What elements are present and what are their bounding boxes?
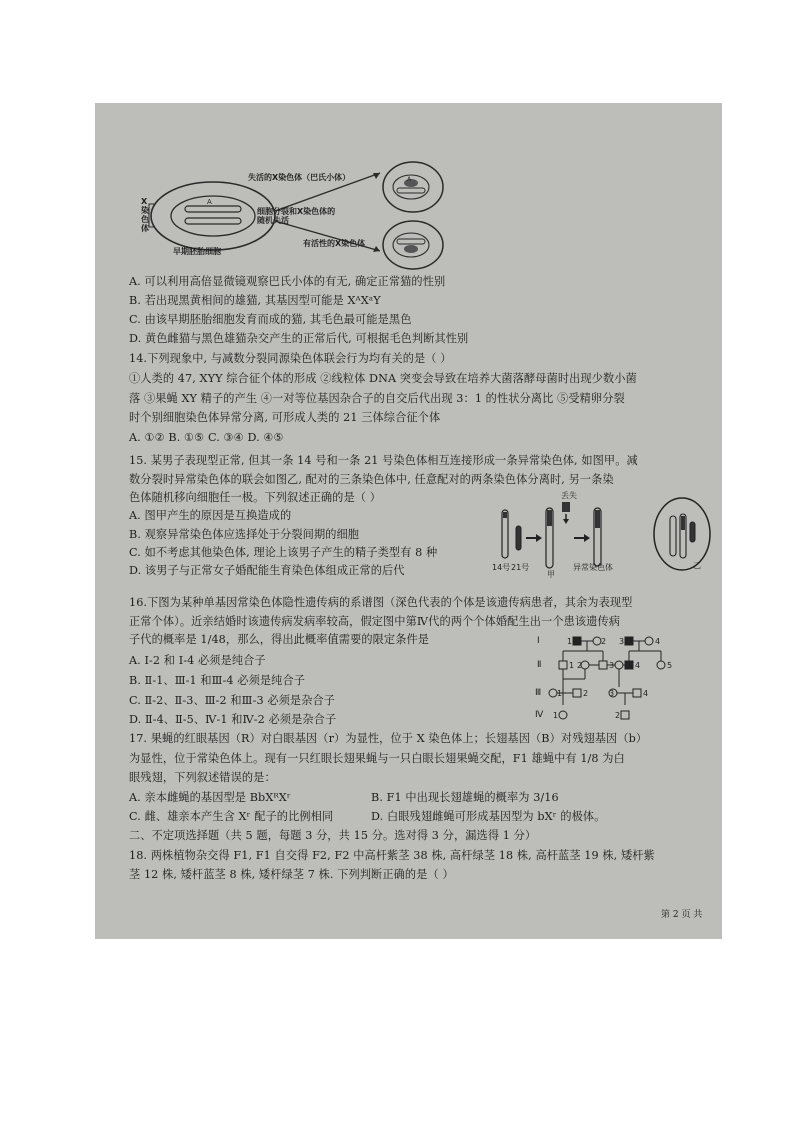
pedigree-i-3: 3 [619, 637, 625, 646]
q14-stem: 14.下列现象中, 与减数分裂同源染色体联会行为均有关的是（ ） [129, 352, 452, 365]
q15-option-b: B. 观察异常染色体应选择处于分裂间期的细胞 [129, 528, 360, 541]
label-21: 21号 [511, 563, 530, 572]
pedigree-ii-4: 4 [635, 661, 641, 670]
pedigree-gen-1: Ⅰ [537, 636, 540, 646]
q17-option-b: B. F1 中出现长翅雄蝇的概率为 3/16 [371, 791, 559, 804]
q16-stem-line-1: 16.下图为某种单基因常染色体隐性遗传病的系谱图（深色代表的个体是该遗传病患者，其余为表现型 [129, 596, 633, 609]
allele-a-top-label: A [407, 176, 412, 183]
q14-body-line-1: ①人类的 47, XYY 综合征个体的形成 ②线粒体 DNA 突变会导致在培养大菌落酵母菌时出现少数小菌 [129, 372, 637, 385]
q13-option-a: A. 可以利用高倍显微镜观察巴氏小体的有无, 确定正常猫的性别 [129, 275, 446, 288]
q16-option-b: B. Ⅱ-1、Ⅲ-1 和Ⅲ-4 必须是纯合子 [129, 674, 306, 687]
q17-stem-line-3: 眼残翅，下列叙述错误的是： [129, 771, 276, 784]
allele-a-label: A [207, 198, 212, 206]
q15-option-c: C. 如不考虑其他染色体, 理论上该男子产生的精子类型有 8 种 [129, 546, 438, 559]
q17-option-d: D. 白眼残翅雌蝇可形成基因型为 bXʳ 的极体。 [371, 810, 606, 823]
pedigree-i-1: 1 [567, 637, 573, 646]
q17-option-a: A. 亲本雌蝇的基因型是 BbXᴿXʳ [129, 791, 291, 804]
label-yi: 乙 [693, 561, 701, 570]
early-embryo-cell-label: 早期胚胎细胞 [173, 247, 221, 256]
q16-option-a: A. Ⅰ-2 和 Ⅰ-4 必须是纯合子 [129, 654, 266, 667]
q16-option-d: D. Ⅱ-4、Ⅱ-5、Ⅳ-1 和Ⅳ-2 必须是杂合子 [129, 713, 337, 726]
pedigree-gen-2: Ⅱ [537, 660, 542, 670]
exam-page [95, 103, 722, 939]
pedigree-ii-2: 2 [577, 661, 583, 670]
pedigree-iv-1: 1 [553, 711, 559, 720]
q17-option-c: C. 雌、雄亲本产生含 Xʳ 配子的比例相同 [129, 810, 334, 823]
pedigree-ii-1: 1 [569, 661, 575, 670]
pedigree-iii-2: 2 [583, 689, 589, 698]
q13-option-c: C. 由该早期胚胎细胞发育而成的猫, 其毛色最可能是黑色 [129, 313, 412, 326]
q14-body-line-2: 落 ③果蝇 XY 精子的产生 ④一对等位基因杂合子的自交后代出现 3：1 的性状分离比 ⑤受精卵分裂 [129, 392, 625, 405]
q15-stem-line-1: 15. 某男子表现型正常, 但其一条 14 号和一条 21 号染色体相互连接形成一条异常染色体, 如图甲。减 [129, 454, 638, 467]
q14-body-line-3: 时个别细胞染色体异常分离, 可形成人类的 21 三体综合征个体 [129, 411, 441, 424]
q15-stem-line-2: 数分裂时异常染色体的联会如图乙, 配对的三条染色体中, 任意配对的两条染色体分离时, 另一条染 [129, 473, 614, 486]
q15-option-a: A. 图甲产生的原因是互换造成的 [129, 509, 292, 522]
q17-stem-line-2: 为显性，位于常染色体上。现有一只红眼长翅果蝇与一只白眼长翅果蝇交配，F1 雄蝇中有 1/8 为白 [129, 752, 625, 765]
q16-stem-line-2: 正常个体）。近亲结婚时该遗传病发病率较高，假定图中第Ⅳ代的两个个体婚配生出一个患该遗传病 [129, 615, 621, 628]
division-label: 细胞分裂和X染色体的随机失活 [257, 207, 336, 225]
pedigree-ii-5: 5 [667, 661, 673, 670]
inactive-x-label: 失活的X染色体（巴氏小体） [248, 173, 351, 182]
pedigree-i-4: 4 [655, 637, 661, 646]
q18-line-2: 茎 12 株, 矮杆蓝茎 8 株, 矮杆绿茎 7 株. 下列判断正确的是（ ） [129, 868, 454, 881]
pedigree-iii-4: 4 [643, 689, 649, 698]
q13-option-d: D. 黄色雌猫与黑色雄猫杂交产生的正常后代, 可根据毛色判断其性别 [129, 332, 469, 345]
pedigree-chart [533, 631, 683, 723]
pedigree-gen-3: Ⅲ [535, 688, 542, 698]
x-chromosome-side-label: X染色体 [141, 197, 149, 233]
pedigree-gen-4: Ⅳ [535, 710, 544, 720]
q15-option-d: D. 该男子与正常女子婚配能生育染色体组成正常的后代 [129, 564, 405, 577]
label-lost: 丢失 [561, 491, 577, 500]
pedigree-iv-2: 2 [615, 711, 621, 720]
section-2-heading: 二、不定项选择题（共 5 题，每题 3 分，共 15 分。选对得 3 分，漏选得 1 分） [129, 829, 537, 842]
q18-line-1: 18. 两株植物杂交得 F1, F1 自交得 F2, F2 中高杆紫茎 38 株, 高杆绿茎 18 株, 高杆蓝茎 19 株, 矮杆紫 [129, 849, 655, 862]
label-14: 14号 [492, 563, 511, 572]
q16-option-c: C. Ⅱ-2、Ⅱ-3、Ⅲ-2 和Ⅲ-3 必须是杂合子 [129, 694, 336, 707]
pedigree-i-2: 2 [601, 637, 607, 646]
q15-stem-line-3: 色体随机移向细胞任一极。下列叙述正确的是（ ） [129, 491, 381, 504]
pedigree-iii-3: 3 [609, 689, 615, 698]
q17-stem-line-1: 17. 果蝇的红眼基因（R）对白眼基因（r）为显性，位于 X 染色体上；长翅基因（B）对残翅基因（b） [129, 732, 648, 745]
q13-option-b: B. 若出现黑黄相间的雄猫, 其基因型可能是 XᴬXᵃY [129, 294, 381, 307]
q16-stem-line-3: 子代的概率是 1/48，那么，得出此概率值需要的限定条件是 [129, 633, 430, 646]
q14-options: A. ①② B. ①⑤ C. ③④ D. ④⑤ [129, 431, 284, 444]
pedigree-iii-1: 1 [557, 689, 563, 698]
label-jia: 甲 [547, 570, 555, 579]
label-abnormal-chromosome: 异常染色体 [573, 563, 613, 572]
page-footer: 第 2 页 共 [661, 910, 703, 920]
active-x-label: 有活性的X染色体 [303, 239, 366, 248]
pedigree-ii-3: 3 [609, 661, 615, 670]
